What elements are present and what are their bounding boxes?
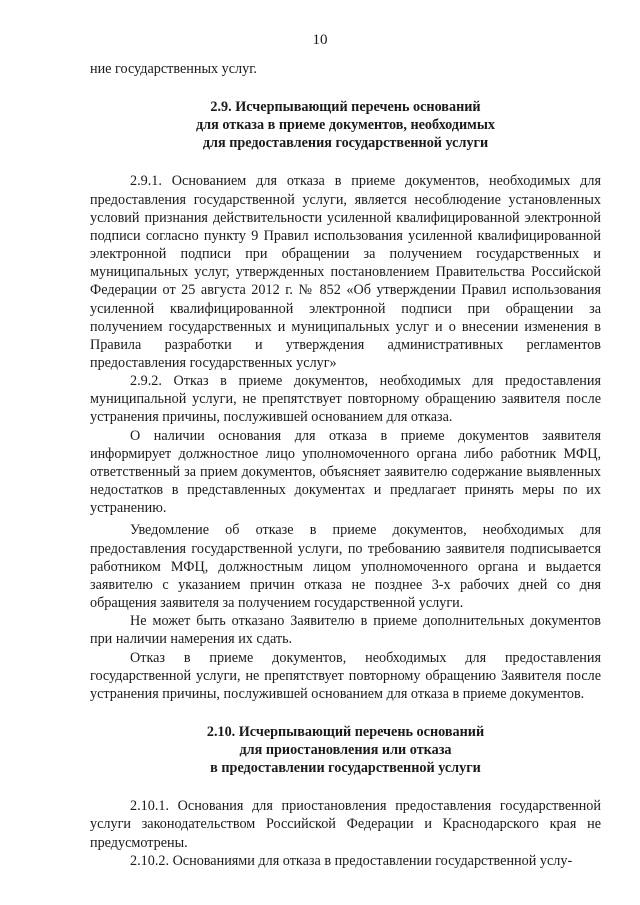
section-2-10-title-line: для приостановления или отказа bbox=[239, 742, 452, 759]
continuation-text: ние государственных услуг. bbox=[90, 61, 257, 77]
paragraph-repeat-appeal: Отказ в приеме документов, необходимых для предоставления государственной услуги, не препятствует повторному обращению Заявителя после устранения причины, послужившей основанием для отказа в приеме документов. bbox=[90, 649, 601, 702]
paragraph-refusal-notice: Уведомление об отказе в приеме документов, необходимых для предоставления государственной услуги, по требованию заявителя подписывается работником МФЦ, должностным лицом уполномоченного органа и выдается заявителю с указанием причин отказа не позднее 3-х рабочих дней со дня обращения заявителя за получением государственной услуги. bbox=[90, 522, 601, 612]
paragraph-2-10-1: 2.10.1. Основания для приостановления предоставления государственной услуги законодательством Российской Федерации и Краснодарского края не предусмотрены. bbox=[90, 798, 601, 851]
paragraph-2-9-1: 2.9.1. Основанием для отказа в приеме документов, необходимых для предоставления государственной услуги, является несоблюдение установленных условий признания действительности усиленной квалифицированной электронной подписи согласно пункту 9 Правил использования усиленной квалифицированной электронной подписи при обращении за получением государственных и муниципальных услуг, утвержденных постановлением Правительства Российской Федерации от 25 августа 2012 г. № 852 «Об утверждении Правил использования усиленной квалифицированной электронной подписи при обращении за получением государственных и муниципальных услуг и о внесении изменения в Правила разработки и утверждения административных регламентов предоставления государственных услуг» bbox=[90, 173, 601, 371]
paragraph-2-9-2: 2.9.2. Отказ в приеме документов, необходимых для предоставления муниципальной услуги, не препятствует повторному обращению заявителя после устранения причины, послужившей основанием для отказа. bbox=[90, 373, 601, 426]
paragraph-notification: О наличии основания для отказа в приеме документов заявителя информирует должностное лицо уполномоченного органа либо работник МФЦ, ответственный за прием документов, объясняет заявителю содержание выявленных недостатков в представленных документах и предлагает принять меры по их устранению. bbox=[90, 427, 601, 517]
page-number: 10 bbox=[312, 32, 328, 48]
section-2-10-heading bbox=[90, 723, 601, 777]
page-content bbox=[90, 60, 601, 870]
section-2-9-title-line: 2.9. Исчерпывающий перечень оснований bbox=[210, 99, 481, 116]
section-2-9-title-line: для предоставления государственной услуги bbox=[202, 135, 489, 152]
paragraph-additional-docs: Не может быть отказано Заявителю в приеме дополнительных документов при наличии намерения их сдать. bbox=[90, 613, 601, 648]
section-2-10-title-line: в предоставлении государственной услуги bbox=[210, 760, 481, 777]
section-2-10-title-line: 2.10. Исчерпывающий перечень оснований bbox=[206, 723, 485, 740]
section-2-9-title-line: для отказа в приеме документов, необходимых bbox=[196, 117, 495, 134]
section-2-9-heading bbox=[90, 98, 601, 152]
paragraph-2-10-2: 2.10.2. Основаниями для отказа в предоставлении государственной услу- bbox=[130, 852, 573, 869]
